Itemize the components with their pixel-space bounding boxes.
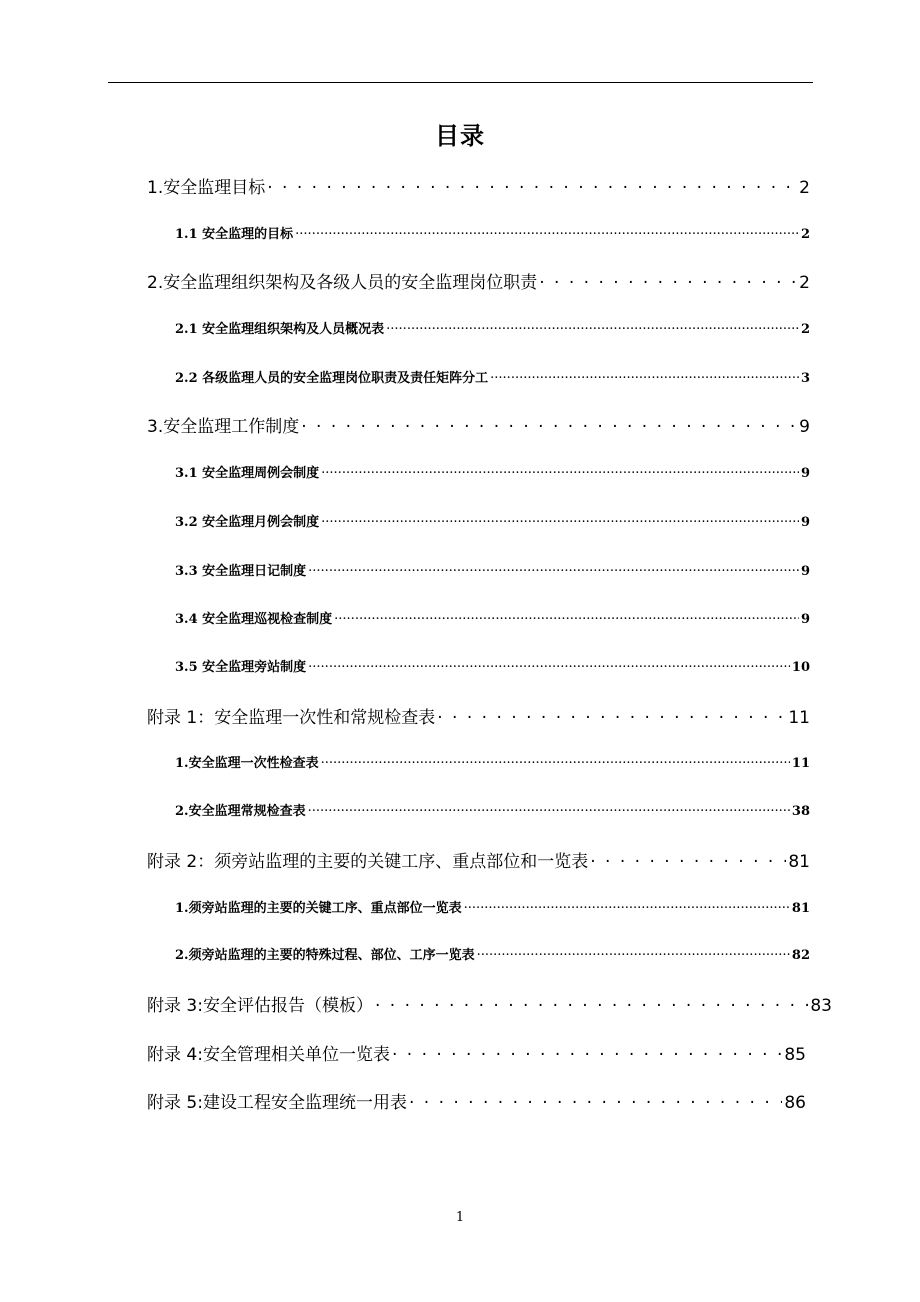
toc-leader xyxy=(392,1043,782,1060)
toc-entry-page: 9 xyxy=(800,612,810,627)
toc-entry-label: 附录 1：安全监理一次性和常规检查表 xyxy=(147,708,436,728)
toc-leader xyxy=(321,513,799,526)
toc-entry-label: 3.4 安全监理巡视检查制度 xyxy=(175,612,333,627)
toc-leader xyxy=(464,899,790,912)
toc-entry-page: 3 xyxy=(800,371,810,386)
toc-entry-label: 3.2 安全监理月例会制度 xyxy=(175,515,320,530)
toc-leader xyxy=(267,176,797,193)
toc-entry-page: 81 xyxy=(791,901,810,916)
toc-entry[interactable] xyxy=(175,897,810,916)
toc-entry[interactable] xyxy=(147,991,832,1016)
toc-entry-label: 3.5 安全监理旁站制度 xyxy=(175,660,307,675)
toc-entry-page: 9 xyxy=(800,515,810,530)
toc-entry[interactable] xyxy=(175,367,810,386)
toc-entry-label: 3.安全监理工作制度 xyxy=(147,417,300,437)
toc-entry-label: 2.2 各级监理人员的安全监理岗位职责及责任矩阵分工 xyxy=(175,371,489,386)
toc-entry-label: 3.3 安全监理日记制度 xyxy=(175,564,307,579)
toc-entry-page: 2 xyxy=(799,178,810,198)
toc-leader xyxy=(301,415,797,432)
toc-entry[interactable] xyxy=(175,656,810,675)
toc-leader xyxy=(295,225,799,238)
header-rule xyxy=(108,82,813,83)
toc-entry-page: 9 xyxy=(800,466,810,481)
toc-entry-page: 82 xyxy=(791,948,810,963)
toc-leader xyxy=(375,994,808,1011)
toc-entry-page: 11 xyxy=(791,756,810,771)
toc-entry[interactable] xyxy=(175,608,810,627)
toc-leader xyxy=(539,271,797,288)
toc-entry[interactable] xyxy=(147,412,810,437)
toc-entry[interactable] xyxy=(147,173,810,198)
toc-entry-page: 38 xyxy=(791,804,810,819)
toc-leader xyxy=(308,562,799,575)
toc-entry[interactable] xyxy=(147,847,810,872)
toc-entry[interactable] xyxy=(175,318,810,337)
toc-entry[interactable] xyxy=(147,1040,806,1065)
toc-entry-page: 85 xyxy=(784,1045,806,1065)
toc-entry-label: 1.1 安全监理的目标 xyxy=(175,227,294,242)
toc-entry-page: 2 xyxy=(799,273,810,293)
toc-leader xyxy=(308,802,790,815)
toc-entry-label: 2.安全监理常规检查表 xyxy=(175,804,306,819)
toc-entry[interactable] xyxy=(175,462,810,481)
toc-entry[interactable] xyxy=(175,511,810,530)
toc-entry-label: 1.须旁站监理的主要的关键工序、重点部位一览表 xyxy=(175,901,462,916)
toc-entry[interactable] xyxy=(147,268,810,293)
toc-entry-label: 2.须旁站监理的主要的特殊过程、部位、工序一览表 xyxy=(175,948,475,963)
toc-entry-page: 2 xyxy=(800,227,810,242)
toc-entry-page: 2 xyxy=(800,322,810,337)
toc-entry[interactable] xyxy=(175,752,810,771)
toc-leader xyxy=(590,850,786,867)
toc-entry-label: 附录 4:安全管理相关单位一览表 xyxy=(147,1045,390,1065)
toc-entry-page: 9 xyxy=(800,564,810,579)
toc-entry-page: 83 xyxy=(810,996,832,1016)
toc-entry-label: 附录 5:建设工程安全监理统一用表 xyxy=(147,1093,407,1113)
toc-leader xyxy=(321,464,799,477)
page-title: 目录 xyxy=(435,122,485,150)
toc-leader xyxy=(308,658,790,671)
toc-leader xyxy=(477,946,790,959)
toc-entry-page: 9 xyxy=(799,417,810,437)
toc-leader xyxy=(490,369,799,382)
toc-entry[interactable] xyxy=(147,1088,806,1113)
toc-entry-page: 11 xyxy=(788,708,810,728)
toc-entry[interactable] xyxy=(147,703,810,728)
toc-entry-page: 86 xyxy=(784,1093,806,1113)
toc-entry-label: 附录 2：须旁站监理的主要的关键工序、重点部位和一览表 xyxy=(147,852,589,872)
toc-entry-label: 附录 3:安全评估报告（模板） xyxy=(147,996,373,1016)
toc-entry[interactable] xyxy=(175,800,810,819)
toc-leader xyxy=(321,754,790,767)
toc-entry-label: 3.1 安全监理周例会制度 xyxy=(175,466,320,481)
toc-entry-label: 1.安全监理一次性检查表 xyxy=(175,756,319,771)
footer-page-number: 1 xyxy=(455,1210,465,1225)
toc-entry[interactable] xyxy=(175,223,810,242)
toc-entry-page: 81 xyxy=(788,852,810,872)
toc-entry-label: 2.1 安全监理组织架构及人员概况表 xyxy=(175,322,385,337)
toc-leader xyxy=(334,610,799,623)
toc-leader xyxy=(437,706,786,723)
toc-entry-label: 2.安全监理组织架构及各级人员的安全监理岗位职责 xyxy=(147,273,538,293)
toc-entry-label: 1.安全监理目标 xyxy=(147,178,266,198)
toc-leader xyxy=(386,320,799,333)
toc-entry-page: 10 xyxy=(791,660,810,675)
toc-entry[interactable] xyxy=(175,560,810,579)
toc-entry[interactable] xyxy=(175,944,810,963)
toc-leader xyxy=(409,1091,782,1108)
